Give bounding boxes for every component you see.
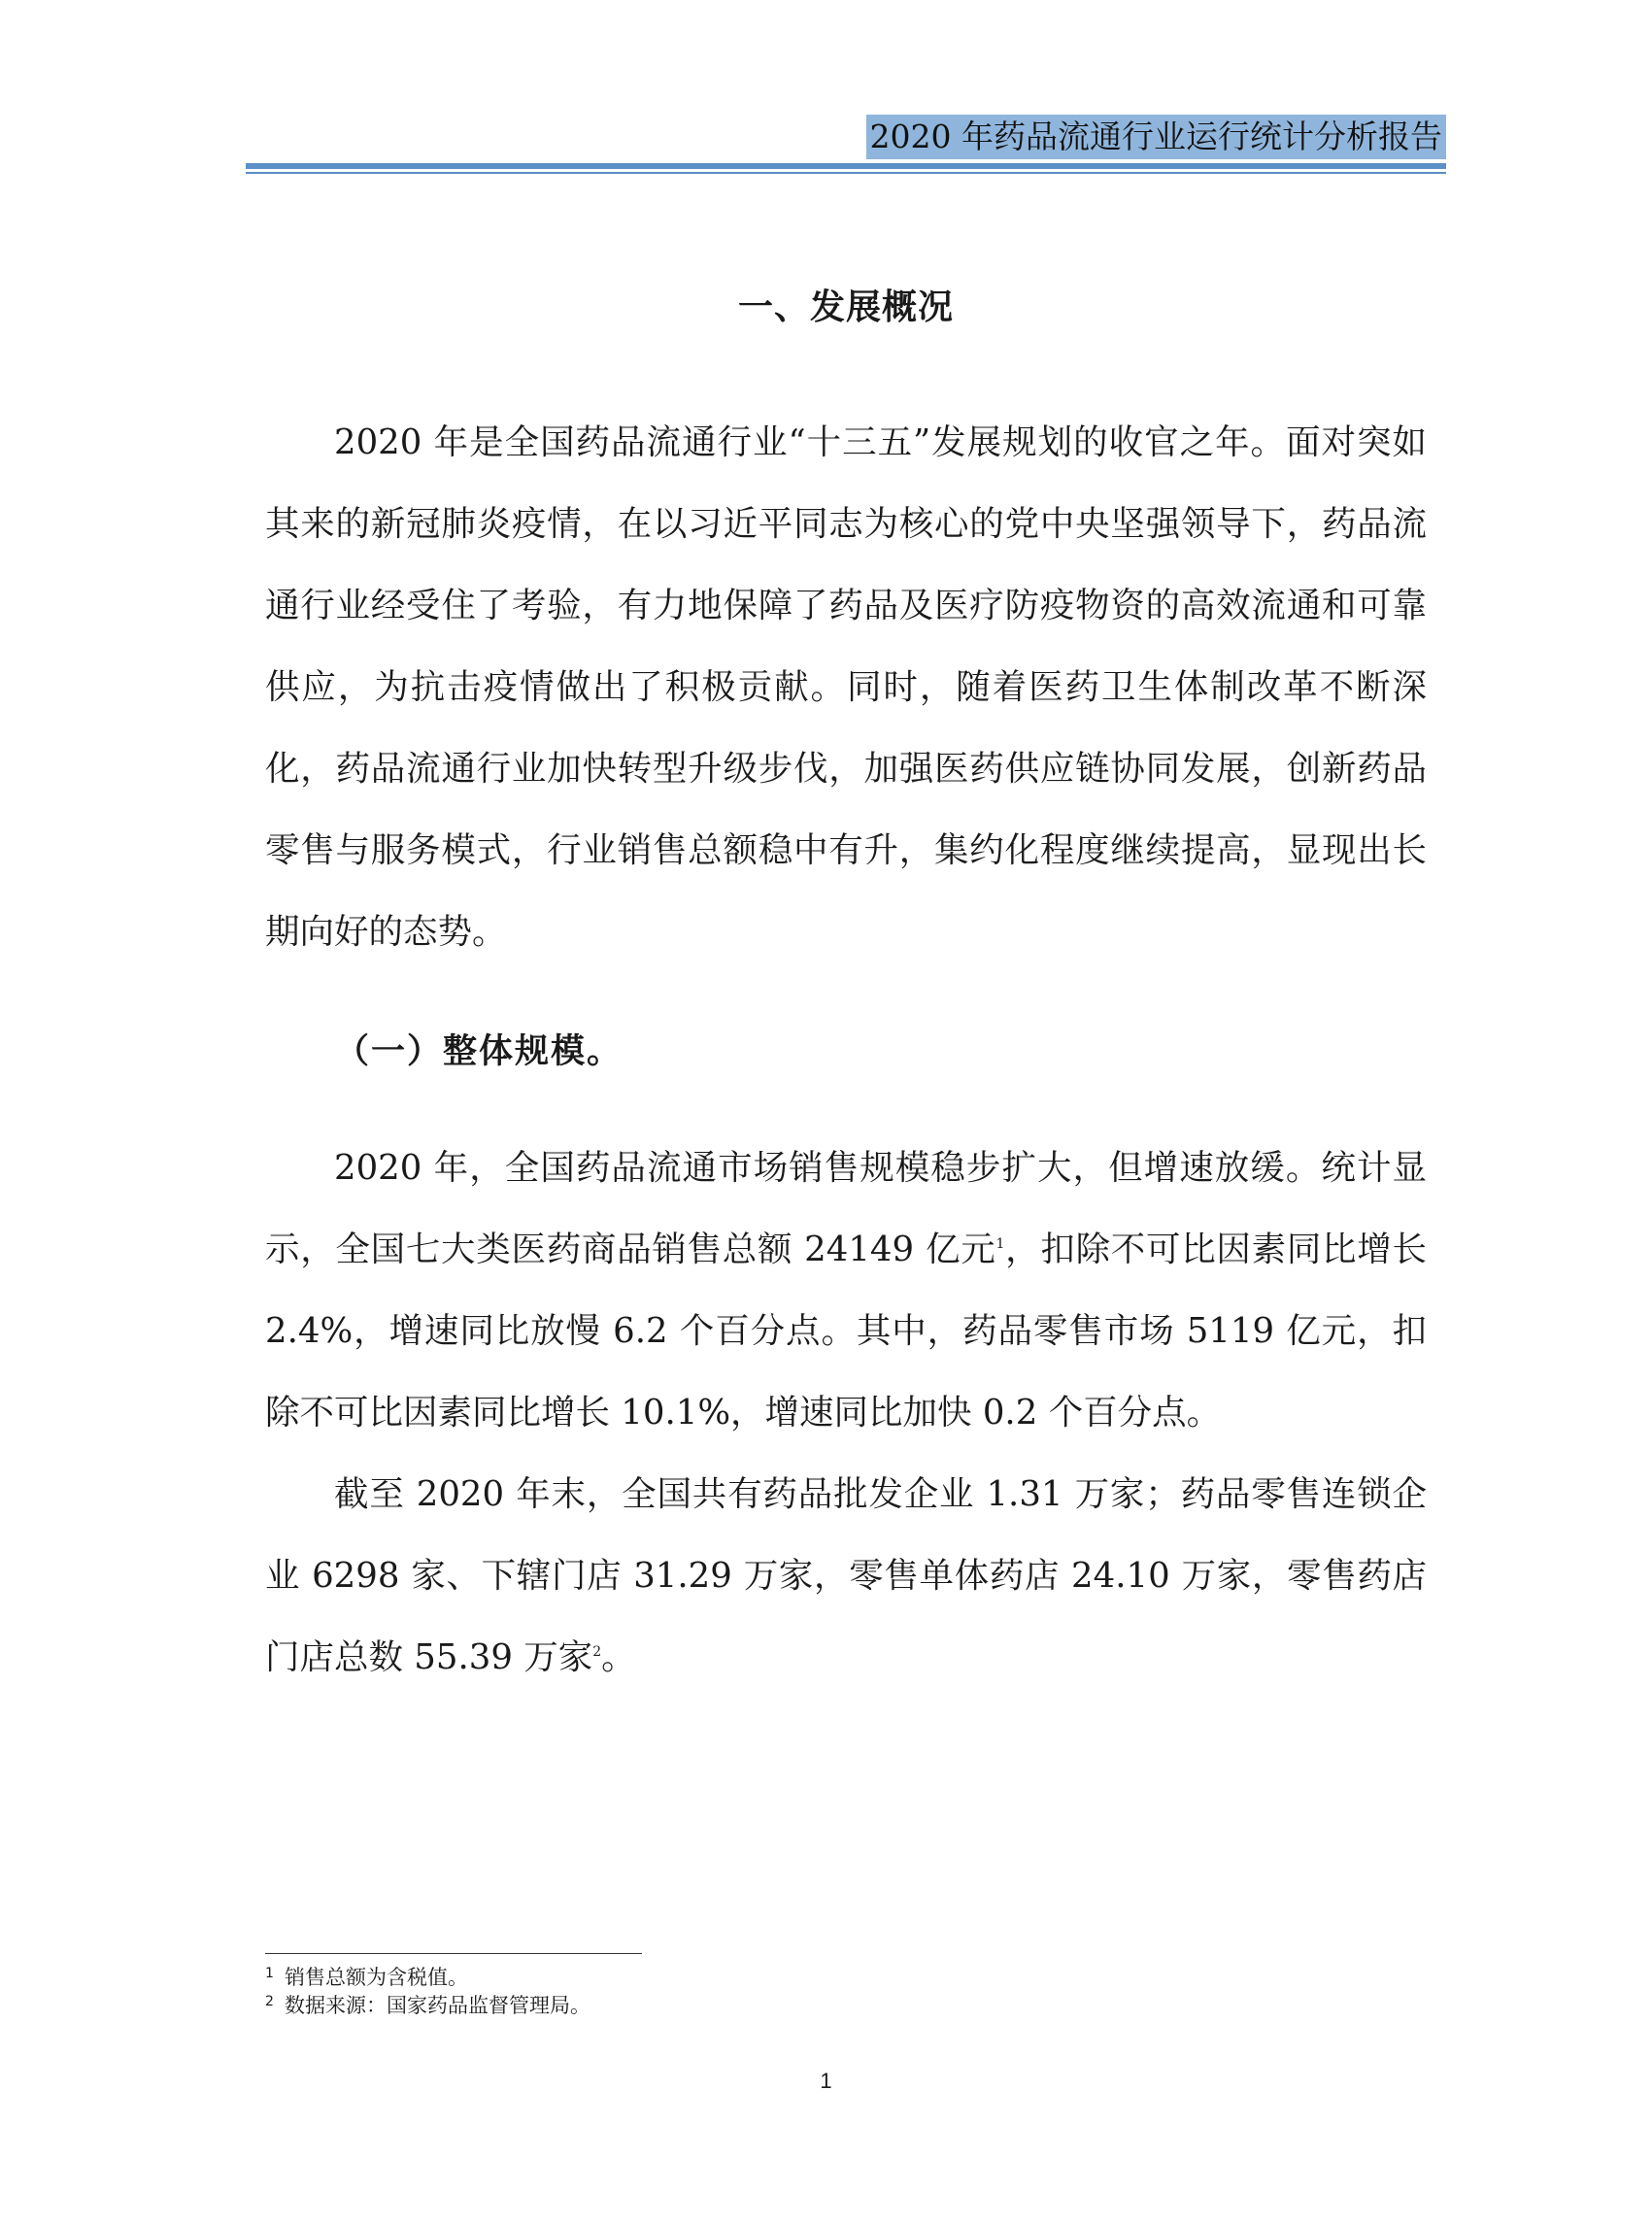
paragraph-overall-scale <box>265 1128 1427 1454</box>
footnote-reference: 1 <box>995 1236 1005 1253</box>
paragraph-enterprise-count <box>265 1454 1427 1699</box>
paragraph-text: 。 <box>601 1637 636 1677</box>
footnote-number: 2 <box>265 1994 274 2009</box>
footnote-text: 数据来源：国家药品监督管理局。 <box>285 1994 590 2017</box>
paragraph-overview: 2020 年是全国药品流通行业“十三五”发展规划的收官之年。面对突如其来的新冠肺炎疫情，在以习近平同志为核心的党中央坚强领导下，药品流通行业经受住了考验，有力地保障了药品及医疗防疫物资的高效流通和可靠供应，为抗击疫情做出了积极贡献。同时，随着医药卫生体制改革不断深化，药品流通行业加快转型升级步伐，加强医药供应链协同发展，创新药品零售与服务模式，行业销售总额稳中有升，集约化程度继续提高，显现出长期向好的态势。 <box>265 422 1427 952</box>
footnote-divider <box>265 1953 642 1954</box>
paragraph-text: 2020 年，全国药品流通市场销售规模稳步扩大，但增速放缓。统计显示，全国七大类医药商品销售总额 24149 亿元 <box>265 1148 1427 1269</box>
footnote-number: 1 <box>265 1966 274 1981</box>
header-title: 2020 年药品流通行业运行统计分析报告 <box>866 115 1446 159</box>
header-rule-secondary <box>246 172 1446 174</box>
footnote-item <box>265 1964 1427 1992</box>
page-number: 1 <box>820 2069 832 2093</box>
footnote-reference: 2 <box>592 1644 602 1661</box>
paragraph-text: 截至 2020 年末，全国共有药品批发企业 1.31 万家；药品零售连锁企业 6298 家、下辖门店 31.29 万家，零售单体药店 24.10 万家，零售药店门店总数 55.39 万家 <box>265 1474 1427 1677</box>
header-rule <box>246 163 1446 169</box>
footnotes <box>265 1964 1427 2020</box>
footnote-item <box>265 1992 1427 2020</box>
paragraph-text: ，扣除不可比因素同比增长 2.4%，增速同比放慢 6.2 个百分点。其中，药品零售市场 5119 亿元，扣除不可比因素同比增长 10.1%，增速同比加快 0.2 个百分点。 <box>265 1230 1427 1433</box>
footnote-text: 销售总额为含税值。 <box>285 1966 468 1989</box>
section-heading: 一、发展概况 <box>737 287 954 327</box>
subsection-heading: （一）整体规模。 <box>335 1032 624 1071</box>
page-header <box>246 107 1446 175</box>
